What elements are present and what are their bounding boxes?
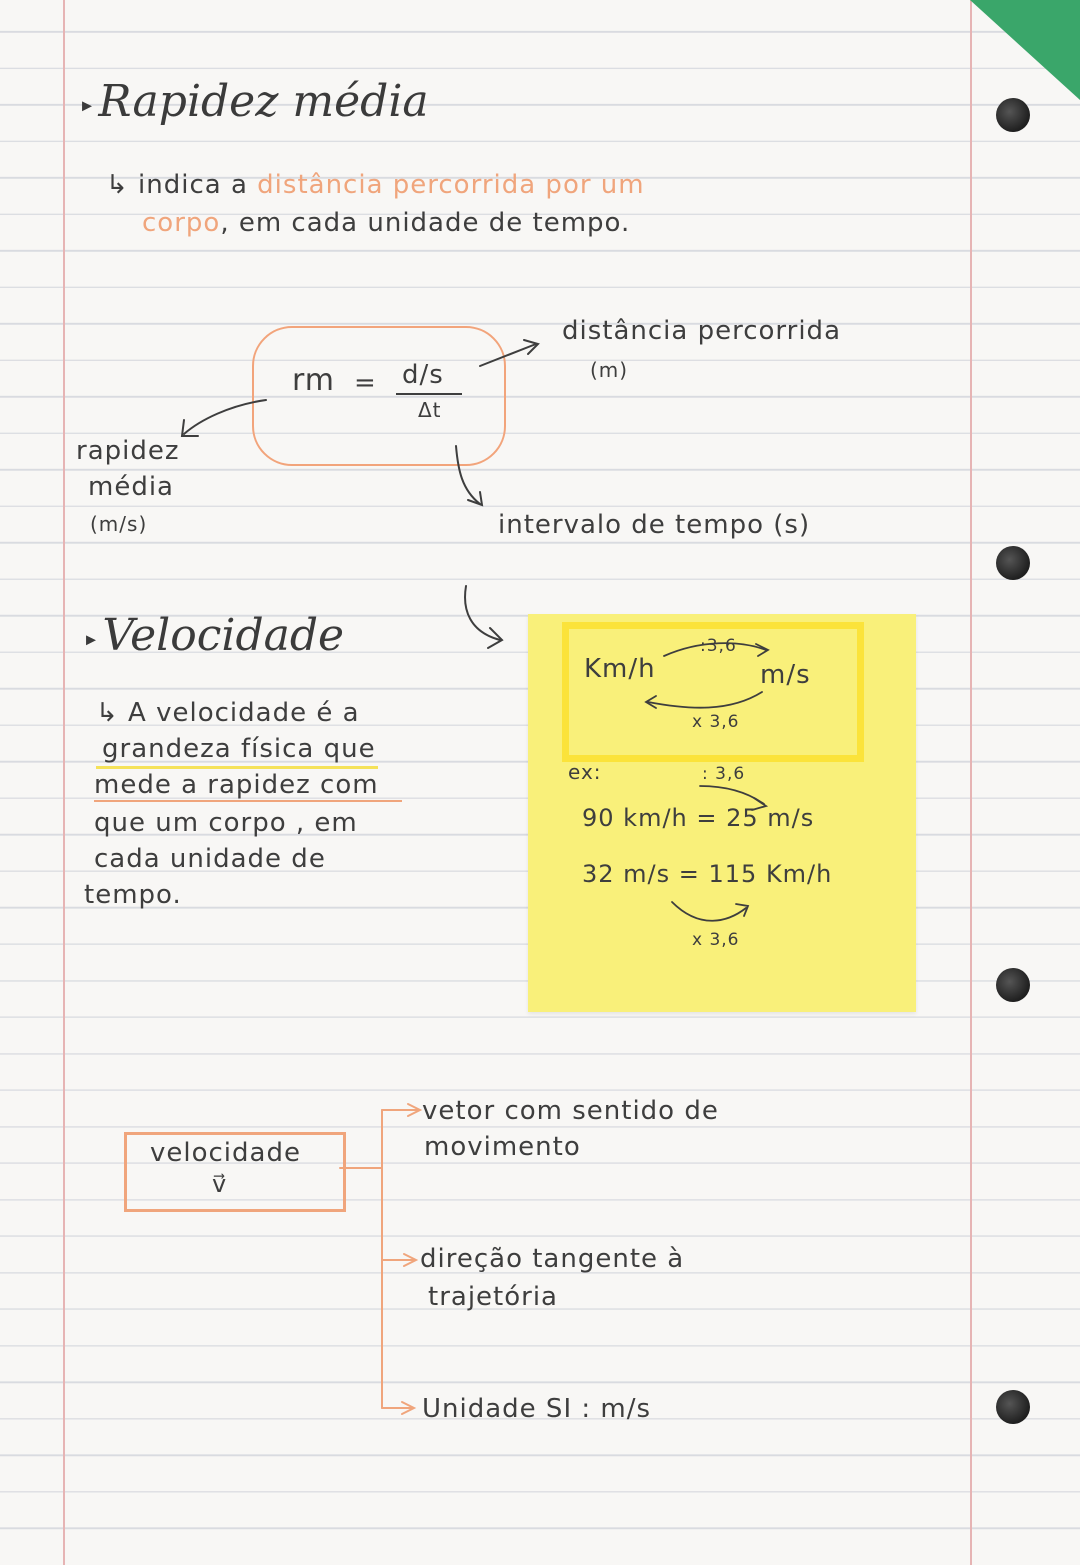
velocity-vector-symbol: v⃗ (212, 1170, 228, 1198)
arrow-to-distance (480, 344, 536, 366)
speed-label-2: média (88, 472, 174, 502)
sticky-bottom-op: x 3,6 (692, 712, 740, 732)
velocidade-line: ↳ A velocidade é a (96, 698, 360, 728)
distance-label: distância percorrida (562, 316, 841, 346)
sticky-ex1-op: : 3,6 (702, 764, 746, 784)
branch-1-line1: vetor com sentido de (422, 1096, 719, 1126)
rapidez-definition-line2: corpo, em cada unidade de tempo. (142, 208, 631, 238)
sticky-example-1: 90 km/h = 25 m/s (582, 804, 815, 832)
formula-denominator: Δt (418, 398, 442, 422)
sticky-top-op: :3,6 (700, 636, 737, 656)
sticky-unit-right: m/s (760, 660, 811, 690)
velocidade-line: cada unidade de (94, 844, 326, 874)
branch-3-line1: Unidade SI : m/s (422, 1394, 652, 1424)
speed-label-1: rapidez (76, 436, 180, 466)
sticky-example-2: 32 m/s = 115 Km/h (582, 860, 833, 888)
sticky-unit-left: Km/h (584, 654, 656, 684)
velocidade-line: tempo. (84, 880, 182, 910)
arrow-to-speed (184, 400, 266, 434)
velocidade-line: mede a rapidez com (94, 770, 379, 800)
formula-equals: = (354, 368, 377, 398)
formula-lhs: rm (292, 363, 336, 398)
speed-unit: (m/s) (90, 512, 148, 536)
velocity-box-label: velocidade (150, 1138, 301, 1168)
section-title-velocidade: ▸ Velocidade (86, 610, 345, 661)
arrow-to-time (456, 446, 480, 504)
branch-2-line2: trajetória (428, 1282, 558, 1312)
branch-2-line1: direção tangente à (420, 1244, 685, 1274)
distance-unit: (m) (590, 358, 629, 382)
sticky-ex-label: ex: (568, 760, 602, 784)
time-label: intervalo de tempo (s) (498, 510, 811, 540)
velocidade-line: grandeza física que (102, 734, 376, 764)
formula-numerator: d/s (402, 360, 444, 390)
branch-1-line2: movimento (424, 1132, 581, 1162)
section-title-rapidez: ▸ Rapidez média (82, 76, 429, 127)
velocidade-line: que um corpo , em (94, 808, 358, 838)
rapidez-definition-line1: ↳ indica a distância percorrida por um (106, 170, 645, 200)
sticky-ex2-op: x 3,6 (692, 930, 740, 950)
